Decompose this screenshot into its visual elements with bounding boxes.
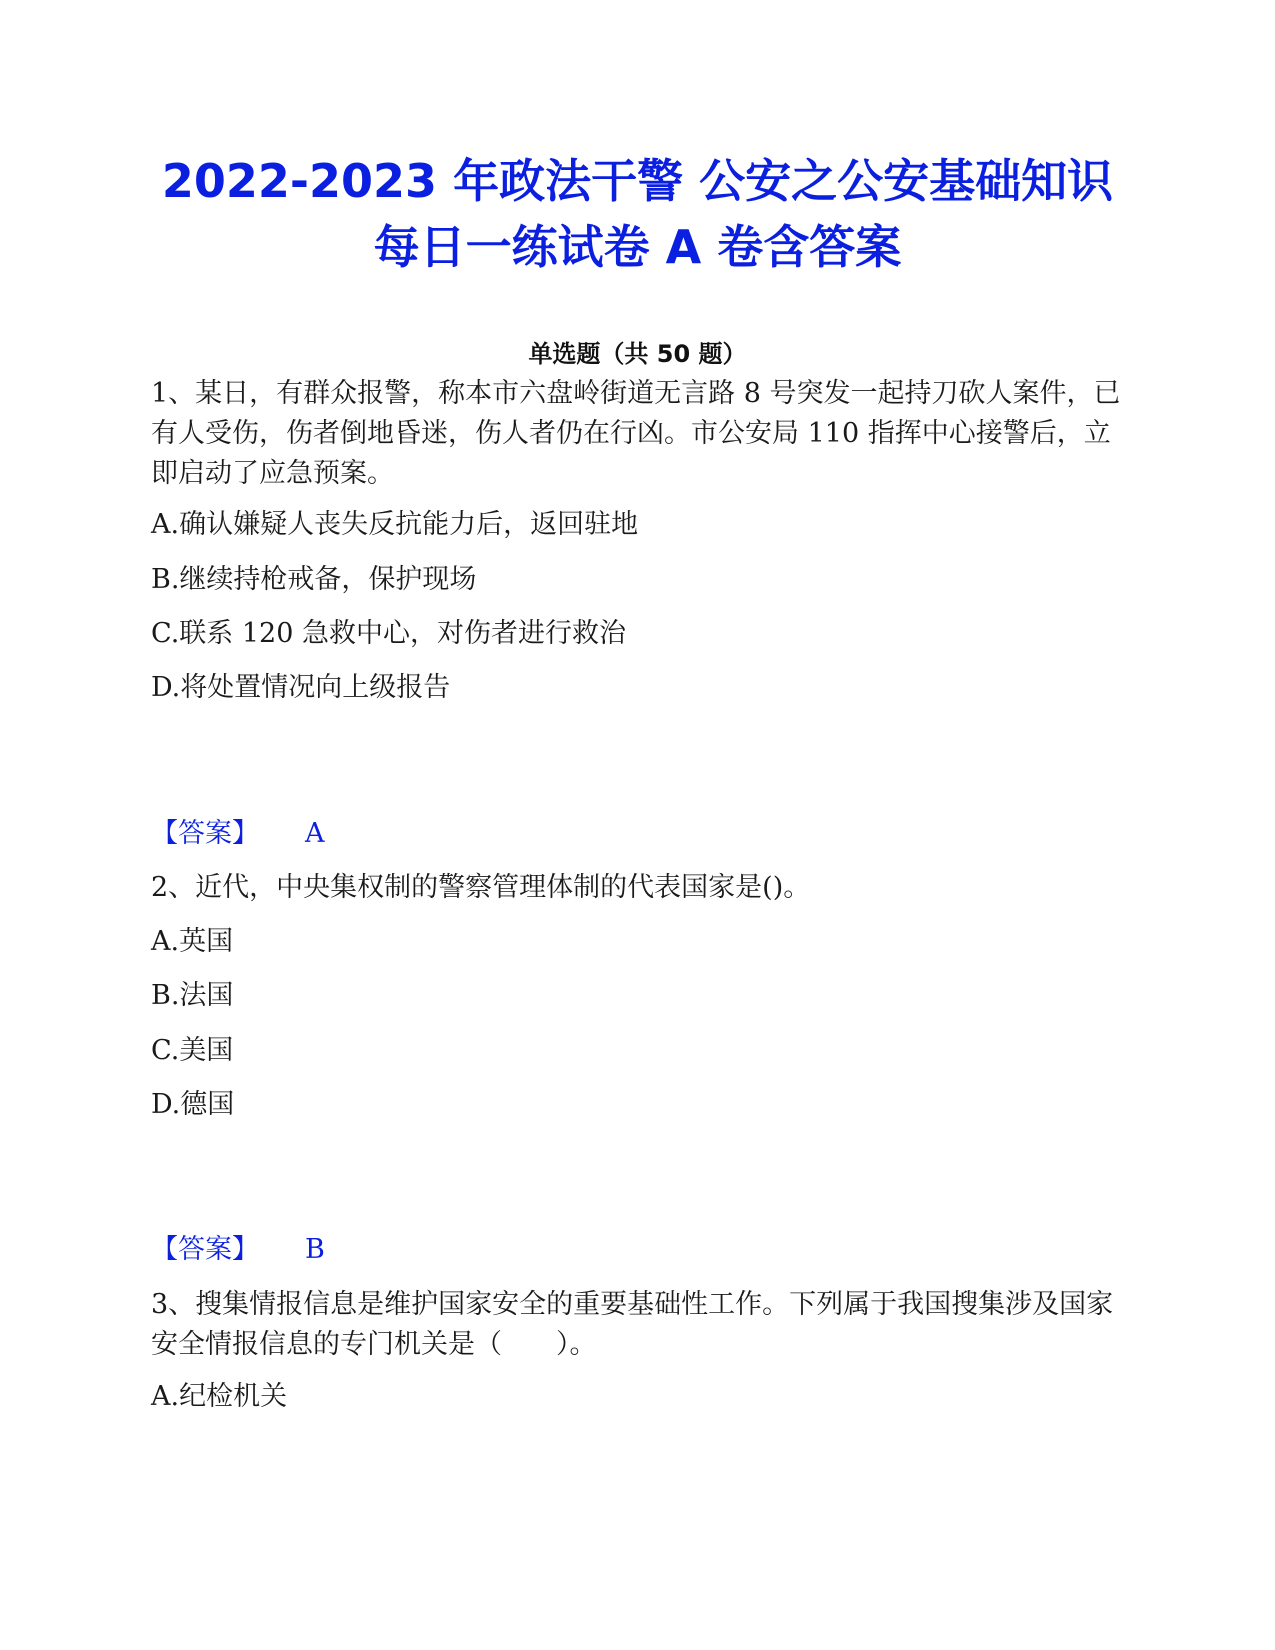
question-3-text: 3、搜集情报信息是维护国家安全的重要基础性工作。下列属于我国搜集涉及国家安全情报信息的专门机关是（ ）。: [151, 1289, 1114, 1360]
question-1-option-c: C.联系 120 急救中心，对伤者进行救治: [151, 618, 626, 649]
answer-value: A: [305, 818, 325, 849]
question-1-option-a: A.确认嫌疑人丧失反抗能力后，返回驻地: [151, 509, 639, 540]
answer-value: B: [305, 1234, 325, 1265]
question-1-option-d: D.将处置情况向上级报告: [151, 672, 451, 703]
document-title-line-2: 每日一练试卷 A 卷含答案: [373, 220, 902, 274]
question-1-answer: [151, 815, 325, 853]
question-2-option-a: A.英国: [151, 926, 234, 957]
question-1-text: 1、某日，有群众报警，称本市六盘岭街道无言路 8 号突发一起持刀砍人案件，已有人受伤，伤者倒地昏迷，伤人者仍在行凶。市公安局 110 指挥中心接警后，立即启动了应急预案。: [151, 378, 1121, 489]
question-2-option-c: C.美国: [151, 1035, 234, 1066]
answer-label: 【答案】: [151, 1234, 259, 1265]
question-3-option-a: A.纪检机关: [151, 1381, 288, 1412]
question-1-option-b: B.继续持枪戒备，保护现场: [151, 564, 477, 595]
document-title-line-1: 2022-2023 年政法干警 公安之公安基础知识: [161, 154, 1114, 208]
question-2-option-d: D.德国: [151, 1089, 235, 1120]
section-heading: 单选题（共 50 题）: [528, 340, 747, 368]
question-2-option-b: B.法国: [151, 980, 234, 1011]
answer-label: 【答案】: [151, 818, 259, 849]
question-2-text: 2、近代，中央集权制的警察管理体制的代表国家是()。: [151, 872, 811, 903]
question-2-answer: [151, 1231, 325, 1269]
